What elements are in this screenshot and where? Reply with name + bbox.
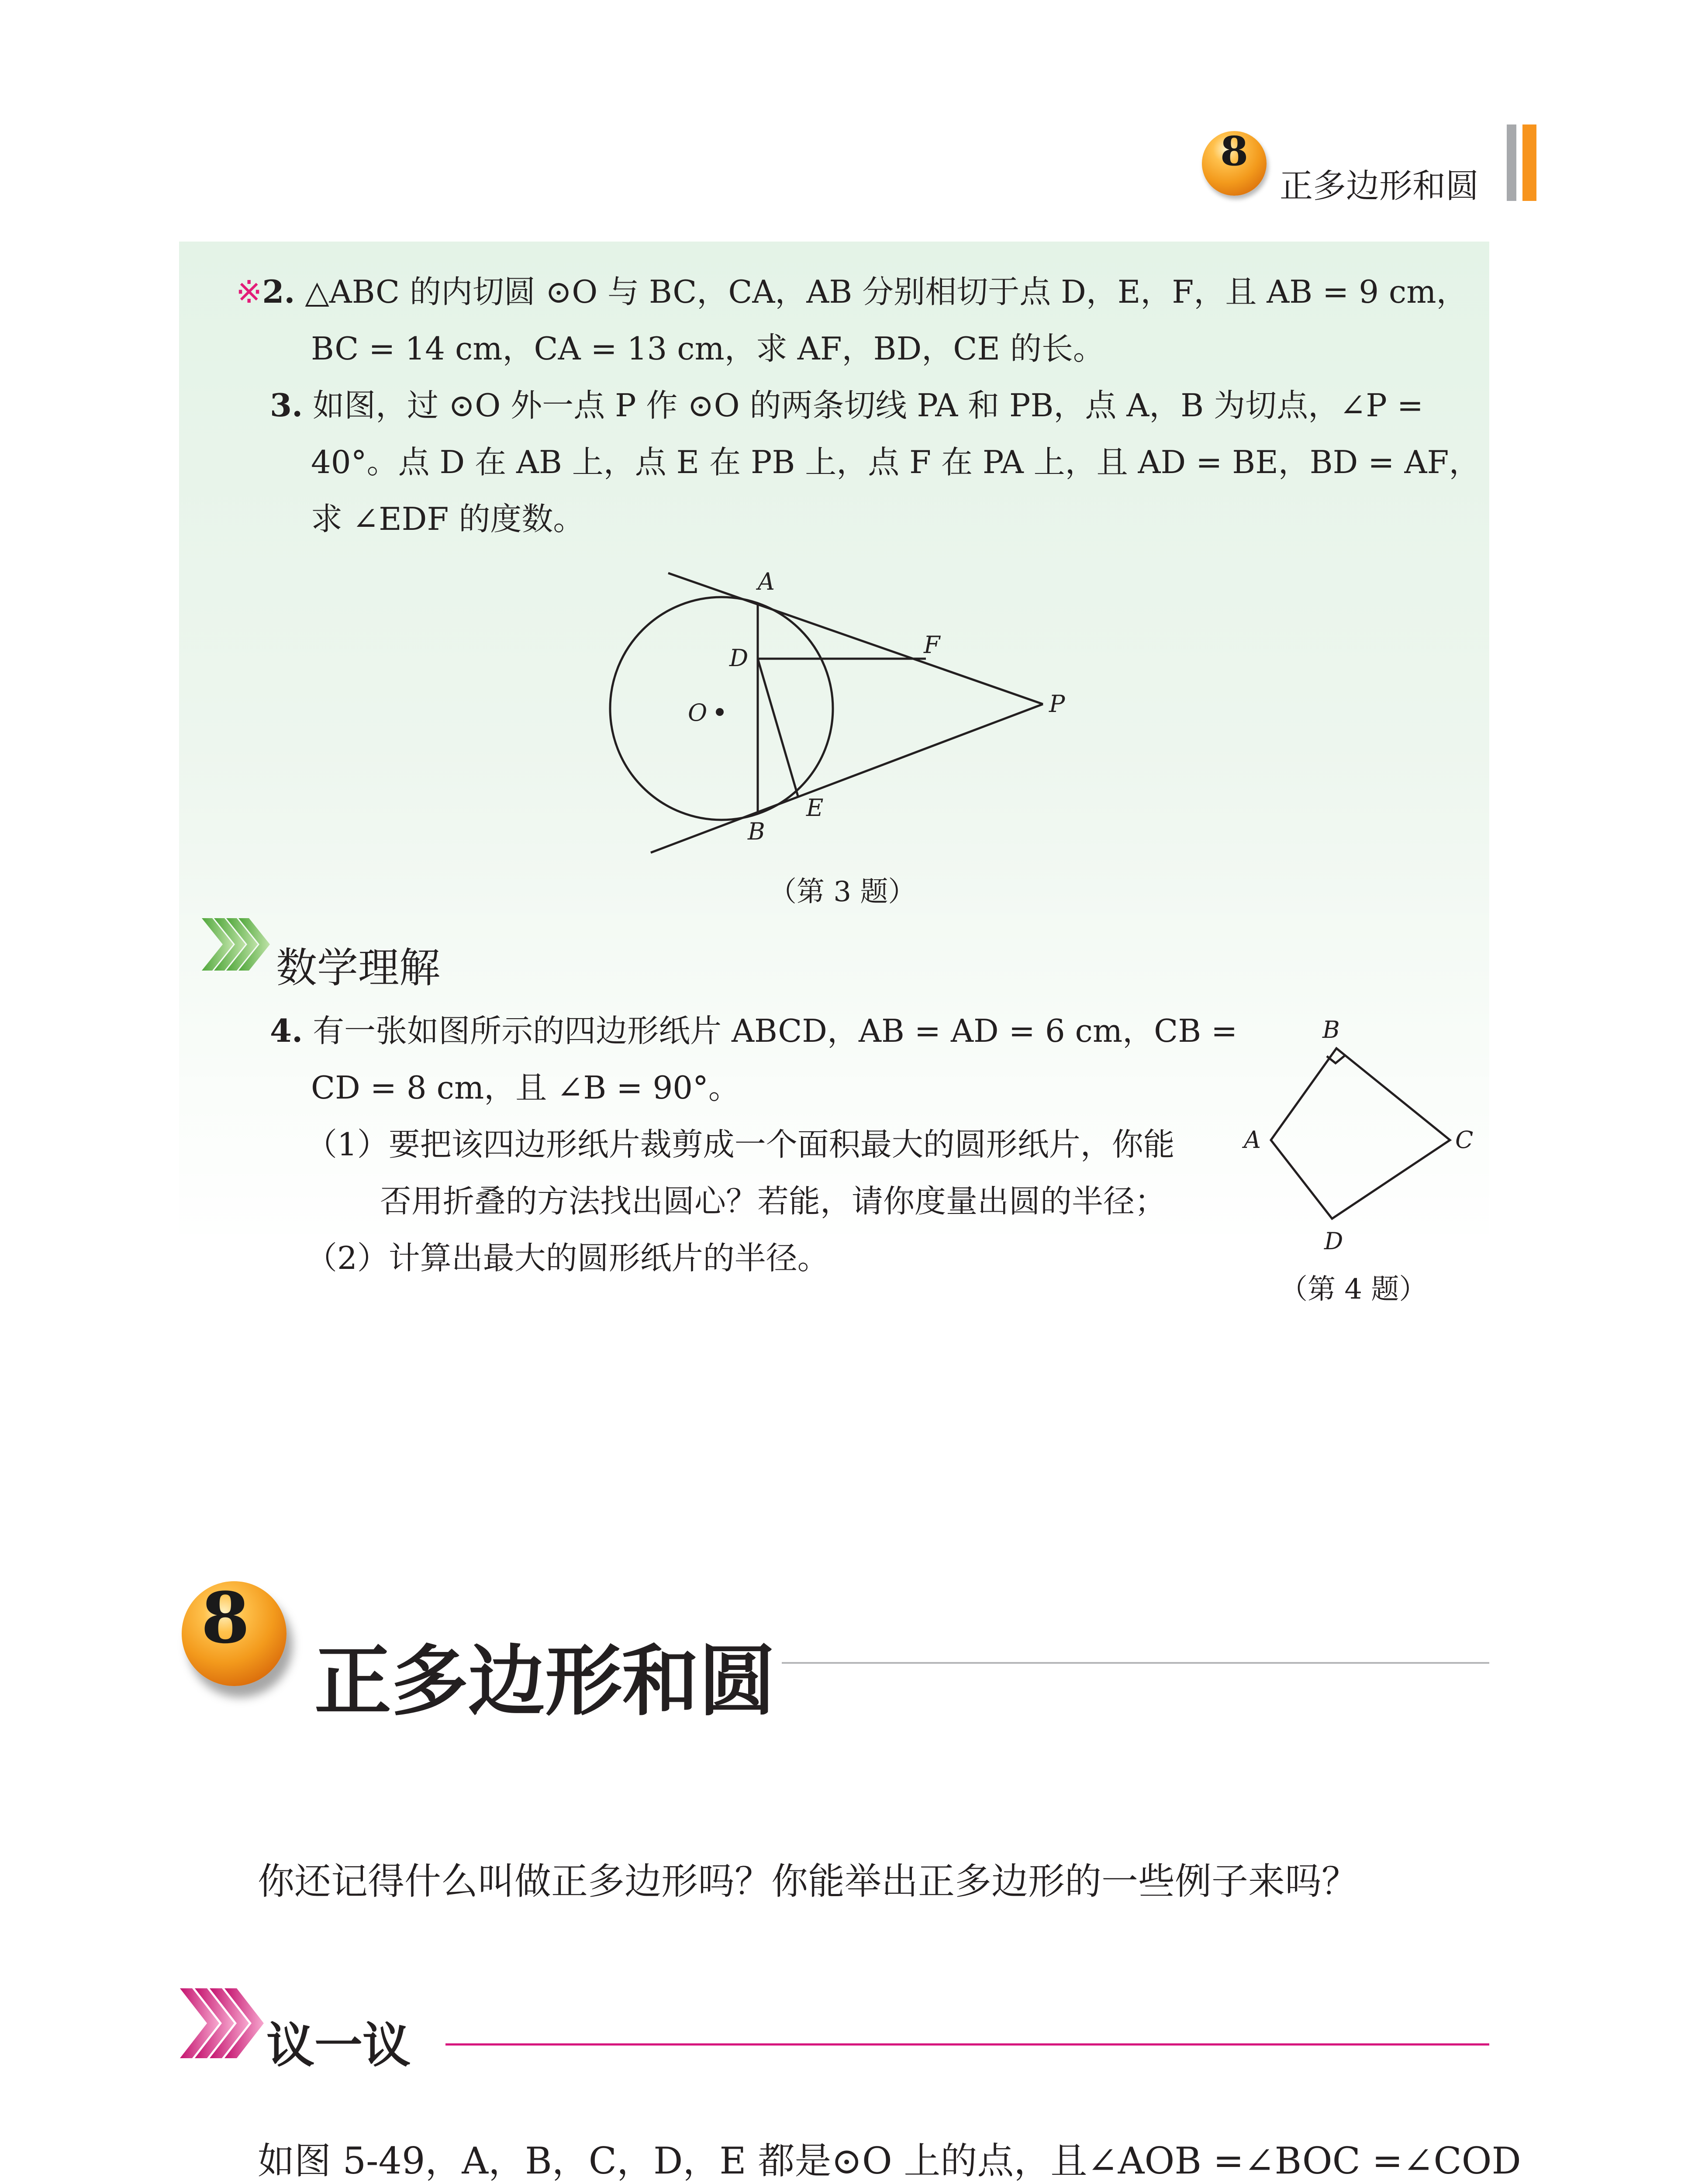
q3-text-line1: 如图，过 ⊙O 外一点 P 作 ⊙O 的两条切线 PA 和 PB，点 A，B 为切点，∠P = xyxy=(313,387,1424,424)
label-b: B xyxy=(1322,1016,1340,1044)
chapter-rule xyxy=(782,1662,1489,1664)
label-a: A xyxy=(1244,1126,1261,1154)
q2-line1 xyxy=(236,273,1468,310)
q3-figure xyxy=(603,563,1092,860)
label-f: F xyxy=(924,631,940,659)
label-o: O xyxy=(688,699,708,726)
q4-sub1-line2: 否用折叠的方法找出圆心？若能，请你度量出圆的半径； xyxy=(380,1183,1167,1220)
center-dot xyxy=(716,708,724,716)
tangent-pa xyxy=(668,573,1043,704)
q2-text-line1: △ABC 的内切圆 ⊙O 与 BC，CA，AB 分别相切于点 D，E，F，且 AB = 9 cm， xyxy=(305,273,1468,310)
discuss-line1: 如图 5-49，A，B，C，D，E 都是⊙O 上的点，且∠AOB =∠BOC =∠COD xyxy=(258,2139,1521,2182)
section-title: 数学理解 xyxy=(276,944,441,992)
header-chapter-title: 正多边形和圆 xyxy=(1280,166,1479,205)
segment-de xyxy=(758,659,798,798)
chapter-title: 正多边形和圆 xyxy=(314,1636,776,1726)
q3-text-line3: 求 ∠EDF 的度数。 xyxy=(311,501,585,537)
label-d: D xyxy=(729,644,749,672)
header-orange-bar xyxy=(1522,124,1536,201)
discuss-chevron-icon xyxy=(180,1980,267,2067)
header-gray-bar xyxy=(1507,124,1516,201)
intro-text: 你还记得什么叫做正多边形吗？你能举出正多边形的一些例子来吗？ xyxy=(258,1860,1359,1903)
q4-sub2: （2）计算出最大的圆形纸片的半径。 xyxy=(306,1240,829,1276)
q4-text-line1: 有一张如图所示的四边形纸片 ABCD，AB = AD = 6 cm，CB = xyxy=(313,1013,1238,1049)
q3-number: 3. xyxy=(270,387,303,424)
discuss-rule xyxy=(445,2043,1489,2046)
quadrilateral-abcd xyxy=(1271,1048,1450,1219)
q3-text-line2: 40°。点 D 在 AB 上，点 E 在 PB 上，点 F 在 PA 上，且 AD = BE，BD = AF， xyxy=(311,444,1481,480)
label-e: E xyxy=(806,794,824,822)
chapter-number: 8 xyxy=(201,1577,250,1659)
q4-number: 4. xyxy=(270,1012,303,1049)
label-d: D xyxy=(1324,1227,1343,1255)
optional-mark: ※ xyxy=(236,273,262,310)
label-c: C xyxy=(1455,1126,1474,1154)
q4-sub1-line1: （1）要把该四边形纸片裁剪成一个面积最大的圆形纸片，你能 xyxy=(306,1126,1175,1163)
q3-line1 xyxy=(270,387,1424,424)
discuss-title: 议一议 xyxy=(266,2017,411,2073)
tangent-pb xyxy=(651,704,1043,853)
label-b: B xyxy=(748,818,765,845)
label-a: A xyxy=(758,568,775,595)
q2-text-line2: BC = 14 cm，CA = 13 cm，求 AF，BD，CE 的长。 xyxy=(311,330,1105,367)
q4-text-line2: CD = 8 cm，且 ∠B = 90°。 xyxy=(311,1069,740,1106)
label-p: P xyxy=(1049,690,1065,718)
q3-caption: （第 3 题） xyxy=(769,876,916,908)
section-chevron-icon xyxy=(202,909,272,979)
q4-figure xyxy=(1223,1009,1502,1280)
q4-caption: （第 4 题） xyxy=(1280,1273,1427,1306)
header-chapter-number: 8 xyxy=(1220,128,1248,175)
q2-number: 2. xyxy=(262,273,295,310)
q4-line1 xyxy=(270,1012,1238,1049)
